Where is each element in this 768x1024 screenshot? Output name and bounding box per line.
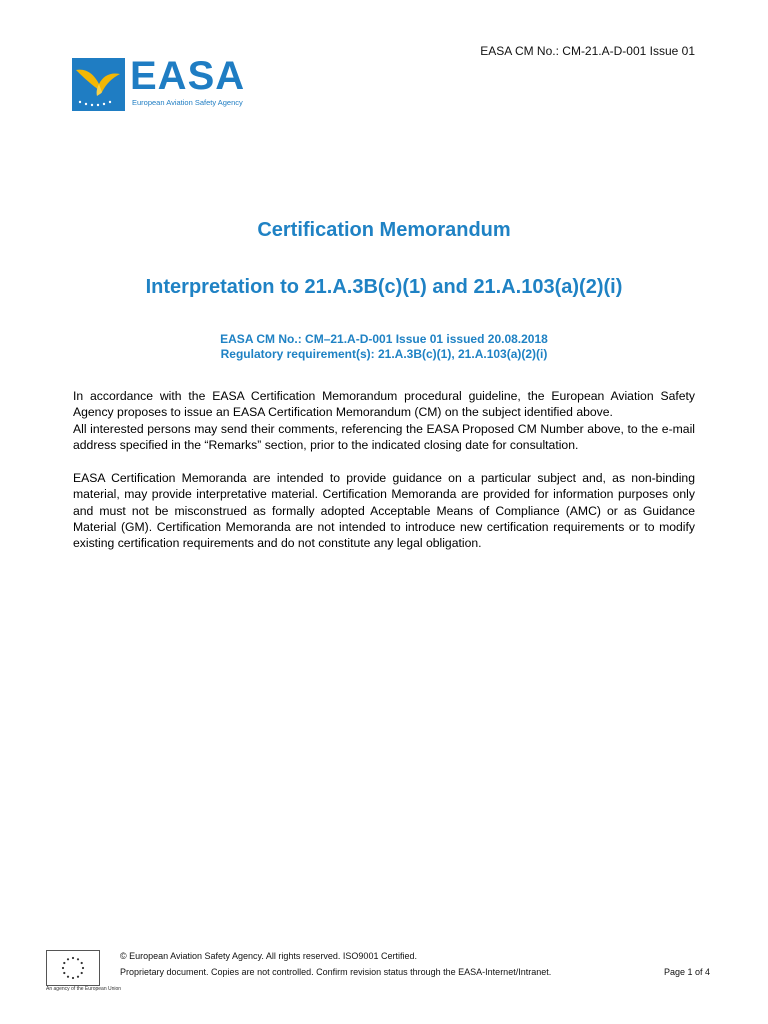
page-footer bbox=[0, 946, 768, 1006]
disclaimer-paragraph bbox=[73, 470, 695, 551]
disclaimer-text: EASA Certification Memoranda are intended to provide guidance on a particular subject and, as non-binding material, may provide interpretative material. Certification Memoranda are provided for information purposes only and must not be misconstrued as formally adopted Acceptable Means of Compliance (AMC) or as Guidance Material (GM). Certification Memoranda are not intended to introduce new certification requirements or to modify existing certification requirements and do not constitute any legal obligation. bbox=[73, 471, 695, 551]
cm-number-line: EASA CM No.: CM–21.A-D-001 Issue 01 issued 20.08.2018 bbox=[220, 332, 548, 346]
document-reference: EASA CM No.: CM-21.A-D-001 Issue 01 bbox=[480, 44, 695, 58]
easa-bird-emblem bbox=[72, 58, 125, 111]
logo-wordmark: EASA bbox=[130, 54, 246, 98]
logo-subtitle: European Aviation Safety Agency bbox=[132, 98, 243, 107]
eu-flag-icon bbox=[46, 950, 100, 986]
regulatory-requirements-line: Regulatory requirement(s): 21.A.3B(c)(1), 21.A.103(a)(2)(i) bbox=[220, 347, 548, 361]
easa-logo bbox=[72, 54, 246, 111]
page-number: Page 1 of 4 bbox=[663, 967, 710, 977]
intro-paragraph bbox=[73, 388, 695, 453]
comments-text: All interested persons may send their comments, referencing the EASA Proposed CM Number above, to the e-mail address specified in the “Remarks” section, prior to the indicated closing date for consultation. bbox=[73, 421, 695, 452]
document-subject: Interpretation to 21.A.3B(c)(1) and 21.A.103(a)(2)(i) bbox=[145, 276, 623, 298]
eu-caption: An agency of the European Union bbox=[46, 986, 122, 992]
document-title: Certification Memorandum bbox=[257, 219, 511, 241]
proprietary-notice: Proprietary document. Copies are not controlled. Confirm revision status through the EASA-Internet/Intranet. bbox=[120, 967, 552, 977]
copyright-notice: © European Aviation Safety Agency. All rights reserved. ISO9001 Certified. bbox=[120, 951, 417, 961]
intro-text: In accordance with the EASA Certification Memorandum procedural guideline, the European Aviation Safety Agency proposes to issue an EASA Certification Memorandum (CM) on the subject identified above. bbox=[73, 389, 695, 420]
